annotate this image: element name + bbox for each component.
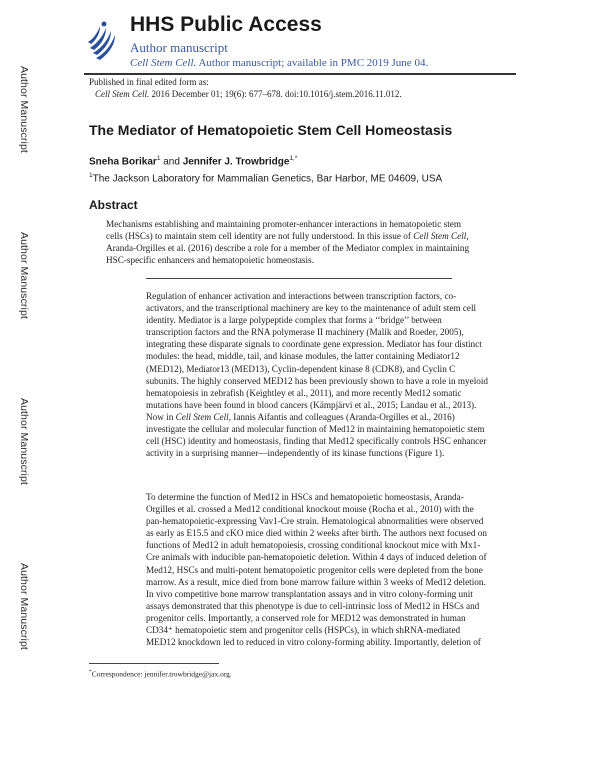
text-run: mutations have been found in blood cancers (Kämpjärvi et al., 2015; Landau et al., 2013). <box>146 399 477 410</box>
text-run: assays demonstrated that this phenotype is due to cell-intrinsic loss of Med12 in HSCs and <box>146 600 480 611</box>
text-line <box>146 576 487 588</box>
text-run: as early as E15.5 and cKO mice died within 2 weeks after birth. The authors next focused on <box>146 528 487 539</box>
hhs-eagle-logo-icon <box>84 18 118 62</box>
italic-run: Cell Stem Cell <box>175 411 229 422</box>
text-line <box>146 564 487 576</box>
text-run: pan-hematopoietic-expressing Vav1-Cre strain. Hematological abnormalities were observed <box>146 516 484 527</box>
text-line <box>146 551 487 563</box>
text-run: (MED12), Mediator13 (MED13), Cyclin-dependent kinase 8 (CDK8), and Cyclin C <box>146 363 456 374</box>
text-run: investigate the cellular and molecular function of Med12 in maintaining hematopoietic stem <box>146 424 485 435</box>
text-run: identity. Mediator is a large polypeptide complex that forms a ‘‘bridge’’ between <box>146 315 442 326</box>
text-run: activity in a surprising manner—independently of its kinase functions (Figure 1). <box>146 448 445 459</box>
text-line <box>146 503 487 515</box>
margin-label: Author Manuscript <box>18 398 30 485</box>
hhs-public-access-title: HHS Public Access <box>130 13 322 36</box>
text-run: CD34⁺ hematopoietic stem and progenitor cells (HSPCs), in which shRNA-mediated <box>146 625 461 636</box>
text-line <box>146 539 487 551</box>
text-run: subunits. The highly conserved MED12 has been previously shown to have a role in myeloid <box>146 375 489 386</box>
text-run: activators, and the transcriptional machinery are key to the maintenance of adult stem cell <box>146 303 477 314</box>
text-run: To determine the function of Med12 in HSCs and hematopoietic homeostasis, Aranda- <box>146 492 464 502</box>
author-manuscript-subtitle: Author manuscript <box>130 40 228 55</box>
text-run: , Iannis Aifantis and colleagues (Aranda-Orgilles et al., 2016) <box>228 411 455 422</box>
text-line <box>146 491 487 503</box>
text-line <box>146 375 488 387</box>
text-line <box>146 435 488 447</box>
text-line <box>146 399 488 411</box>
text-line <box>146 411 488 423</box>
text-run: Cre animals with inducible pan-hematopoietic deletion. Within 4 days of induced deletion of <box>146 552 487 563</box>
text-run: cell (HSC) identity and homeostasis, finding that Med12 specifically controls HSC enhancer <box>146 436 487 447</box>
text-run: Orgilles et al. crossed a Med12 conditional knockout mouse (Rocha et al., 2010) with the <box>146 504 474 515</box>
text-run: hematopoiesis in zebrafish (Keightley et al., 2011), and more recently Med12 somatic <box>146 387 462 398</box>
footnote-divider <box>89 663 219 664</box>
text-line <box>146 515 487 527</box>
text-run: MED12 knockdown led to reduced in vitro colony-forming ability. Importantly, deletion of <box>146 637 481 648</box>
text-line <box>106 230 469 242</box>
text-run: marrow. As a result, mice died from bone marrow failure within 3 weeks of Med12 deletion. <box>146 576 486 587</box>
text-line <box>146 314 488 326</box>
correspondence-footnote <box>89 669 232 679</box>
journal-availability-line <box>130 57 428 69</box>
text-line <box>146 447 488 459</box>
text-run: , <box>466 231 469 242</box>
text-line <box>146 326 488 338</box>
text-line <box>146 636 487 648</box>
paper-title: The Mediator of Hematopoietic Stem Cell Homeostasis <box>89 122 453 138</box>
text-line <box>146 423 488 435</box>
abstract-divider <box>146 278 452 279</box>
author-name[interactable]: Jennifer J. Trowbridge <box>182 156 290 168</box>
text-line <box>106 254 469 266</box>
author-name[interactable]: Sneha Borikar <box>89 156 157 168</box>
margin-label: Author Manuscript <box>18 66 30 153</box>
text-run: modules: the head, middle, tail, and kinase modules, the latter containing Mediator12 <box>146 351 460 362</box>
footnote-marker: * <box>89 669 92 675</box>
text-run: integrating these disparate signals to coordinate gene expression. Mediator has four distinct <box>146 339 482 350</box>
text-line <box>146 588 487 600</box>
text-run: progenitor cells. Importantly, a conserved role for MED12 was demonstrated in human <box>146 612 466 623</box>
footnote-text[interactable]: Correspondence: jennifer.trowbridge@jax.org. <box>91 669 232 679</box>
abstract-heading: Abstract <box>89 198 138 212</box>
text-line <box>146 302 488 314</box>
citation-journal: Cell Stem Cell. <box>95 89 150 99</box>
italic-run: Cell Stem Cell <box>413 231 467 242</box>
text-line <box>146 350 488 362</box>
affiliation-marker: 1 <box>156 155 161 162</box>
author-list <box>89 155 297 167</box>
body-paragraph-2 <box>146 491 487 648</box>
body-paragraph-1 <box>146 290 488 459</box>
text-run: Med12, HSCs and multi-potent hematopoietic progenitor cells were depleted from the bone <box>146 564 483 575</box>
text-line <box>146 624 487 636</box>
text-run: Aranda-Orgilles et al. (2016) describe a role for a member of the Mediator complex in maintaining <box>106 243 470 254</box>
margin-label: Author Manuscript <box>18 232 30 319</box>
text-run: Mechanisms establishing and maintaining promoter-enhancer interactions in hematopoietic stem <box>106 219 461 229</box>
abstract-text <box>106 218 469 266</box>
author-separator: and <box>160 156 183 168</box>
published-in-line: Published in final edited form as: <box>89 77 209 87</box>
text-line <box>146 600 487 612</box>
journal-name[interactable]: Cell Stem Cell. <box>130 57 197 69</box>
availability-text: Author manuscript; available in PMC 2019 June 04. <box>196 57 429 69</box>
affiliation-text: The Jackson Laboratory for Mammalian Genetics, Bar Harbor, ME 04609, USA <box>92 173 443 185</box>
affiliation-marker: 1,* <box>289 155 298 162</box>
margin-label: Author Manuscript <box>18 563 30 650</box>
text-run: In vivo competitive bone marrow transplantation assays and in vitro colony-forming unit <box>146 588 473 599</box>
text-line <box>146 290 488 302</box>
text-run: cells (HSCs) to maintain stem cell identity are not fully understood. In this issue of <box>106 231 414 242</box>
text-run: Now in <box>146 411 176 422</box>
affiliation <box>89 172 442 184</box>
header-divider <box>84 73 516 75</box>
citation-details[interactable]: 2016 December 01; 19(6): 677–678. doi:10.1016/j.stem.2016.11.012. <box>149 89 402 99</box>
citation-line <box>95 89 402 99</box>
affiliation-marker: 1 <box>89 172 93 179</box>
text-line <box>146 363 488 375</box>
text-run: functions of Med12 in adult hematopoiesis, crossing conditional knockout mice with Mx1- <box>146 540 481 551</box>
text-line <box>146 527 487 539</box>
text-run: transcription factors and the RNA polymerase II machinery (Malik and Roeder, 2005), <box>146 327 464 338</box>
text-run: HSC-specific enhancers and hematopoietic homeostasis. <box>106 255 314 266</box>
text-line <box>106 242 469 254</box>
text-line <box>106 218 469 230</box>
text-run: Regulation of enhancer activation and interactions between transcription factors, co- <box>146 291 457 301</box>
text-line <box>146 612 487 624</box>
text-line <box>146 387 488 399</box>
text-line <box>146 338 488 350</box>
